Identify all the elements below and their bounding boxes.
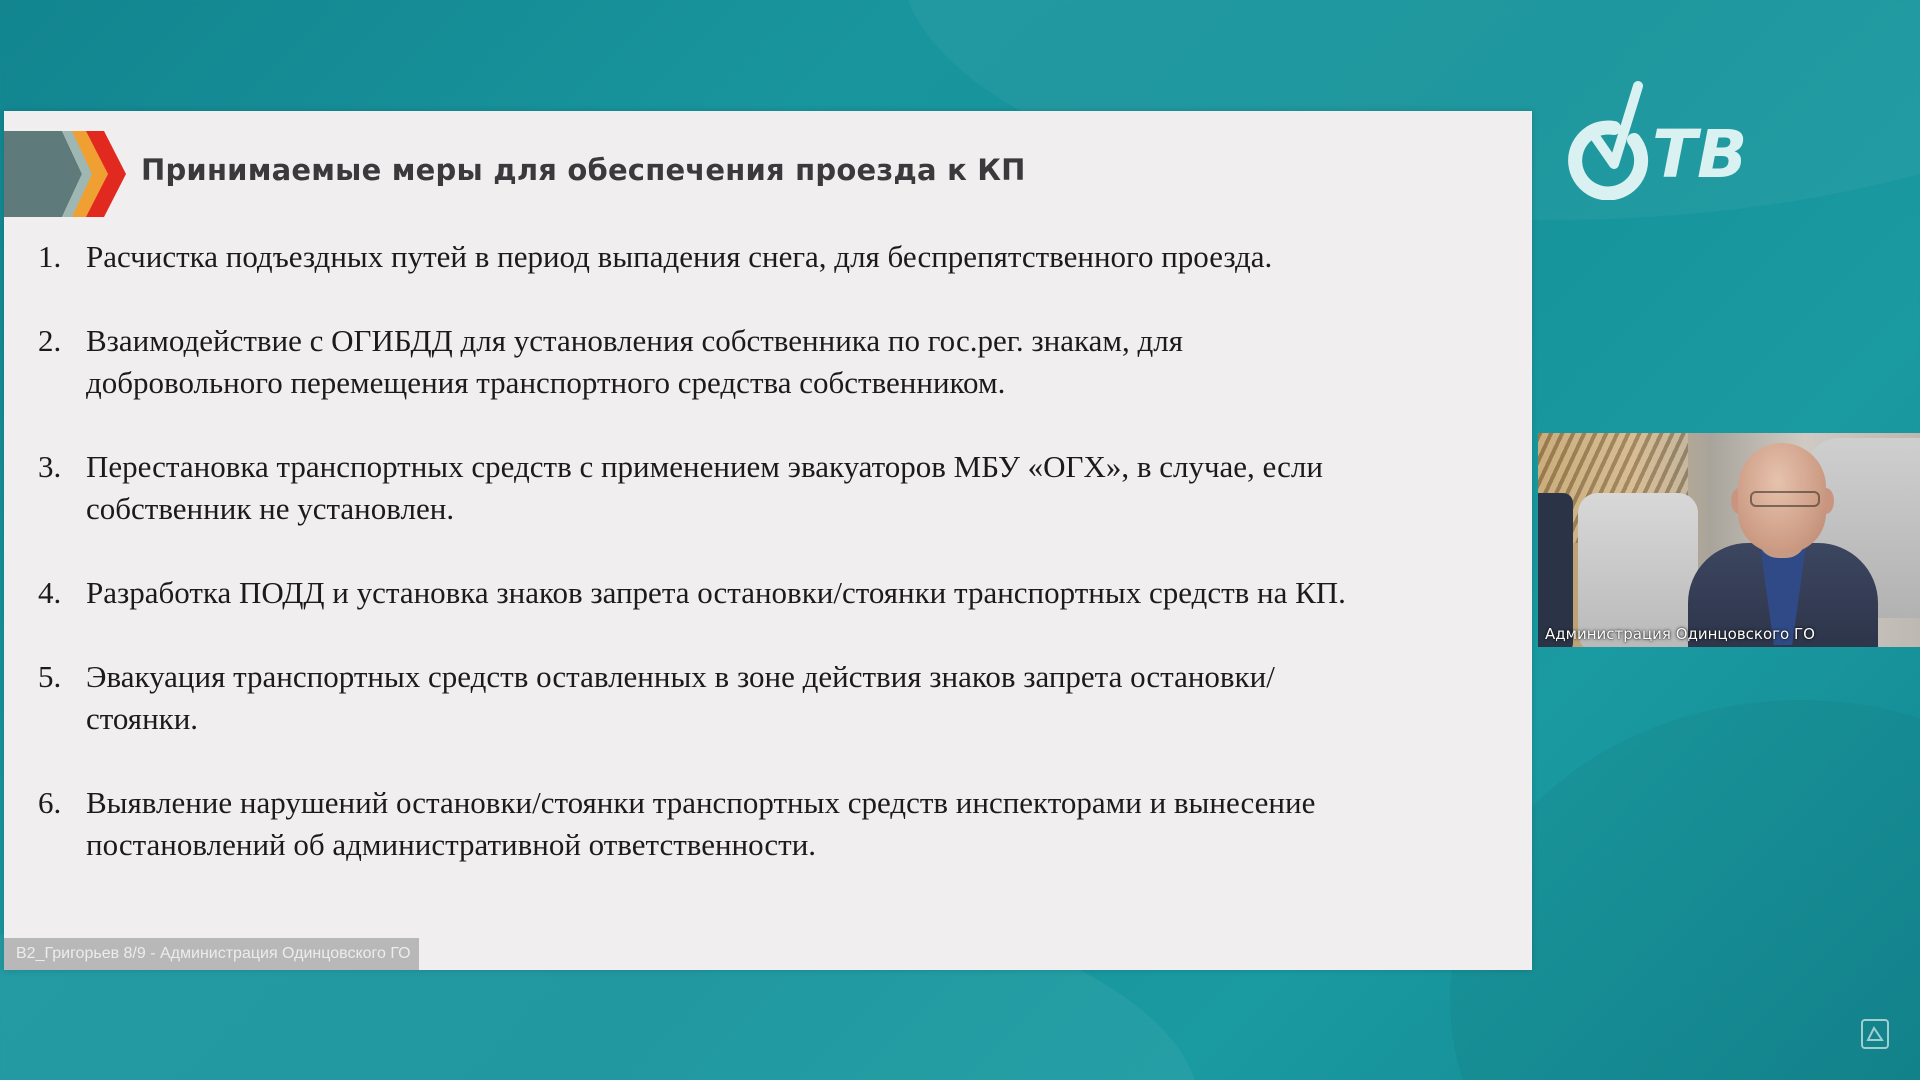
slide-header xyxy=(4,131,1532,217)
list-item-text: Эвакуация транспортных средств оставленных в зоне действия знаков запрета остановки/стоянки. xyxy=(86,659,1275,736)
watermark-icon xyxy=(1860,1018,1890,1050)
list-item xyxy=(38,656,1478,740)
list-item-text: Выявление нарушений остановки/стоянки транспортных средств инспекторами и вынесение постановлений об административной ответственности. xyxy=(86,785,1316,862)
list-item xyxy=(38,446,1478,530)
check-circle-icon xyxy=(1575,86,1641,193)
slide-caption: В2_Григорьев 8/9 - Администрация Одинцовского ГО xyxy=(4,938,419,970)
list-item xyxy=(38,320,1478,404)
list-item-number: 6. xyxy=(38,785,62,820)
list-item-number: 1. xyxy=(38,239,62,274)
list-item-number: 5. xyxy=(38,659,62,694)
list-item xyxy=(38,782,1478,866)
presentation-slide xyxy=(4,111,1532,970)
chevron-arrows-icon xyxy=(4,131,134,217)
list-item-number: 2. xyxy=(38,323,62,358)
participant-video-tile[interactable] xyxy=(1538,433,1920,647)
list-item-text: Перестановка транспортных средств с применением эвакуаторов МБУ «ОГХ», в случае, если собственник не установлен. xyxy=(86,449,1323,526)
list-item-number: 3. xyxy=(38,449,62,484)
list-item xyxy=(38,236,1478,278)
video-neighbor xyxy=(1538,493,1573,647)
participant-name: Администрация Одинцовского ГО xyxy=(1545,625,1815,643)
video-chair xyxy=(1578,493,1698,647)
list-item-text: Разработка ПОДД и установка знаков запрета остановки/стоянки транспортных средств на КП. xyxy=(86,575,1346,610)
tv-channel-logo xyxy=(1562,80,1752,200)
list-item-number: 4. xyxy=(38,575,62,610)
video-person-glasses xyxy=(1750,491,1820,507)
logo-text: ТВ xyxy=(1652,116,1748,193)
measures-list xyxy=(38,236,1478,908)
list-item-text: Взаимодействие с ОГИБДД для установления собственника по гос.рег. знакам, для добровольного перемещения транспортного средства собственником. xyxy=(86,323,1183,400)
list-item xyxy=(38,572,1478,614)
slide-title: Принимаемые меры для обеспечения проезда к КП xyxy=(141,153,1026,187)
list-item-text: Расчистка подъездных путей в период выпадения снега, для беспрепятственного проезда. xyxy=(86,239,1273,274)
